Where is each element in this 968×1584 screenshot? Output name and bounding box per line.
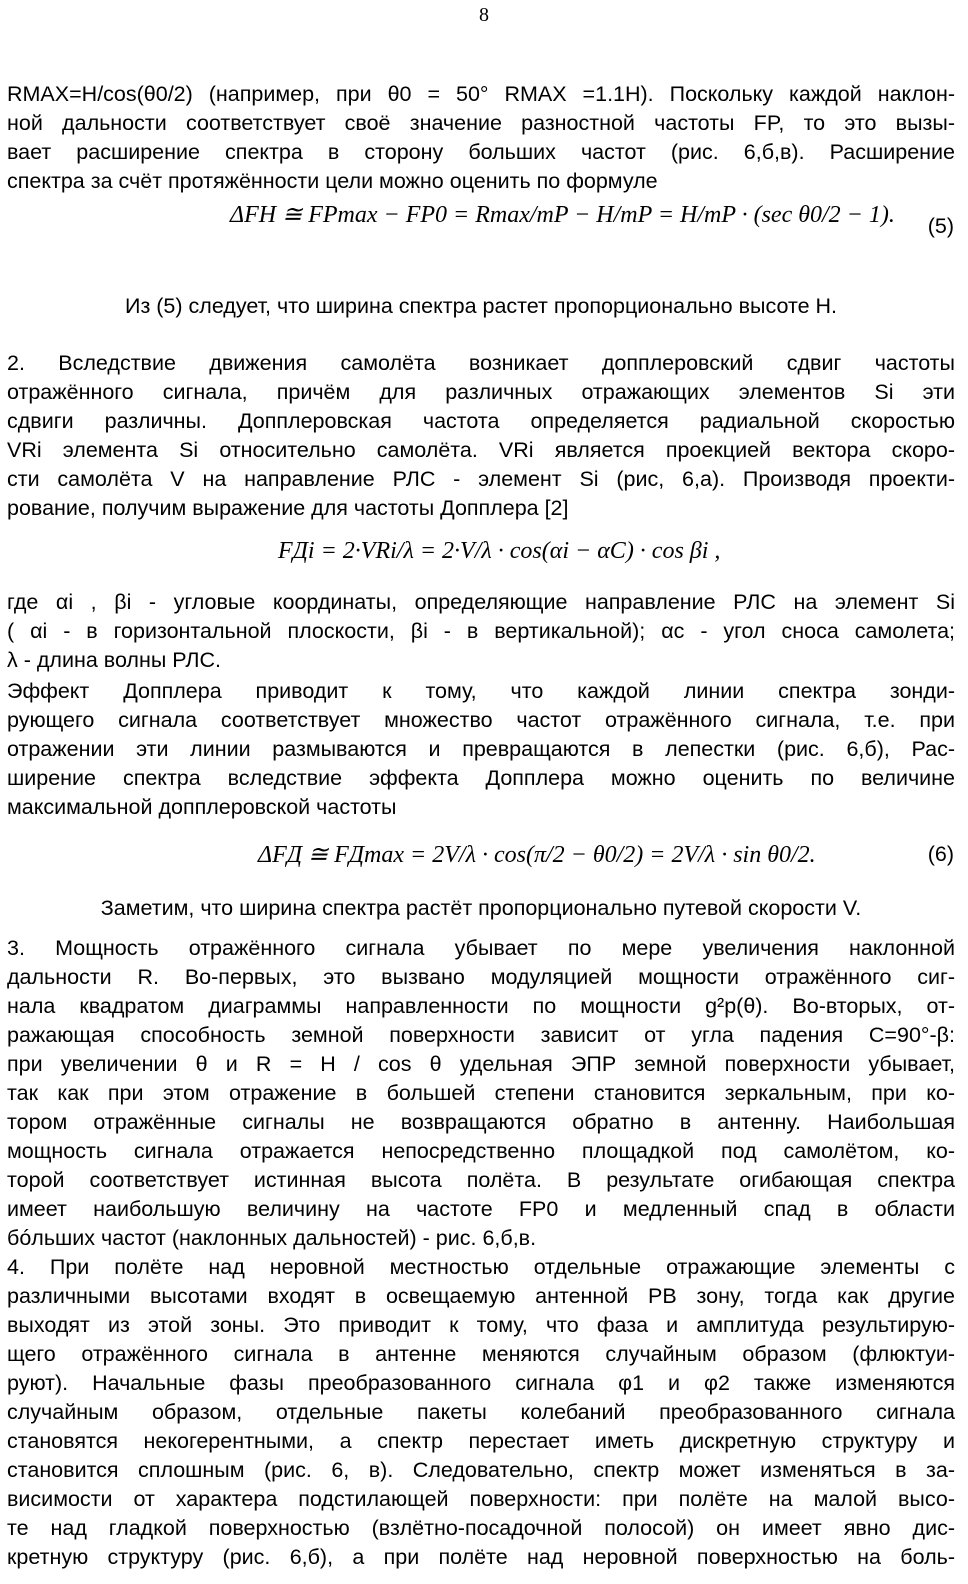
text-line: вает расширение спектра в сторону больших частот (рис. 6,б,в). Расширение bbox=[7, 140, 955, 164]
text-line: 4. При полёте над неровной местностью отдельные отражающие элементы с bbox=[7, 1255, 955, 1279]
formula-5 bbox=[0, 196, 968, 268]
formula-6-body: ΔFД ≅ FДmax = 2V/λ · cos(π/2 − θ0/2) = 2V/λ · sin θ0/2. bbox=[258, 842, 816, 868]
text-line: 2. Вследствие движения самолёта возникает допплеровский сдвиг частоты bbox=[7, 351, 955, 375]
text-line: дальности R. Во-первых, это вызвано модуляцией мощности отражённого сиг- bbox=[7, 965, 955, 989]
text-line: мощность сигнала отражается непосредственно площадкой под самолётом, ко- bbox=[7, 1139, 955, 1163]
text-line: Эффект Допплера приводит к тому, что каждой линии спектра зонди- bbox=[7, 679, 955, 703]
text-line: спектра за счёт протяжённости цели можно оценить по формуле bbox=[7, 169, 658, 193]
formula-doppler-frequency bbox=[0, 522, 968, 586]
text-line: случайным образом, отдельные пакеты колебаний преобразованного сигнала bbox=[7, 1400, 955, 1424]
text-line: бóльших частот (наклонных дальностей) - рис. 6,б,в. bbox=[7, 1226, 537, 1250]
formula-6-number: (6) bbox=[927, 842, 954, 866]
text-line: 3. Мощность отражённого сигнала убывает по мере увеличения наклонной bbox=[7, 936, 955, 960]
text-line: щего отражённого сигнала в антенне меняются случайным образом (флюктуи- bbox=[7, 1342, 955, 1366]
text-line: становится сплошным (рис. 6, в). Следовательно, спектр может изменяться в за- bbox=[7, 1458, 955, 1482]
text-line: кретную структуру (рис. 6,б), а при полёте над неровной поверхностью на боль- bbox=[7, 1545, 955, 1569]
text-line: сти самолёта V на направление РЛС - элемент Si (рис, 6,а). Производя проекти- bbox=[7, 467, 955, 491]
text-line: имеет наибольшую величину на частоте FP0 и медленный спад в области bbox=[7, 1197, 955, 1221]
text-line: висимости от характера подстилающей поверхности: при полёте на малой высо- bbox=[7, 1487, 955, 1511]
text-line: ширение спектра вследствие эффекта Допплера можно оценить по величине bbox=[7, 766, 955, 790]
text-line: так как при этом отражение в большей степени становится зеркальным, при ко- bbox=[7, 1081, 955, 1105]
formula-5-body: ΔFН ≅ FPmax − FP0 = Rmax/mP − H/mP = H/mP · (sec θ0/2 − 1). bbox=[230, 202, 895, 228]
text-line: нала квадратом диаграммы направленности по мощности g²p(θ). Во-вторых, от- bbox=[7, 994, 955, 1018]
text-line: торой соответствует истинная высота полёта. В результате огибающая спектра bbox=[7, 1168, 955, 1192]
page-number: 8 bbox=[479, 4, 489, 26]
formula-doppler-body: FДi = 2·VRi/λ = 2·V/λ · cos(αi − αC) · cos βi , bbox=[278, 538, 721, 564]
formula-5-number: (5) bbox=[927, 214, 954, 238]
text-line: рующего сигнала соответствует множество частот отражённого сигнала, т.е. при bbox=[7, 708, 955, 732]
text-line: ( αi - в горизонтальной плоскости, βi - в вертикальной); αc - угол сноса самолета; bbox=[7, 619, 955, 643]
text-line: руют). Начальные фазы преобразованного сигнала φ1 и φ2 также изменяются bbox=[7, 1371, 955, 1395]
text-line: где αi , βi - угловые координаты, определяющие направление РЛС на элемент Si bbox=[7, 590, 955, 614]
text-line: RMAX=H/cos(θ0/2) (например, при θ0 = 50° RMAX =1.1H). Поскольку каждой наклон- bbox=[7, 82, 955, 106]
text-line: максимальной допплеровской частоты bbox=[7, 795, 397, 819]
text-line: выходят из этой зоны. Это приводит к тому, что фаза и амплитуда результирую- bbox=[7, 1313, 955, 1337]
text-line: сдвиги различны. Допплеровская частота определяется радиальной скоростью bbox=[7, 409, 955, 433]
text-line: Из (5) следует, что ширина спектра растет пропорционально высоте H. bbox=[124, 294, 838, 318]
text-line: тором отражённые сигналы не возвращаются обратно в антенну. Наибольшая bbox=[7, 1110, 955, 1134]
text-line: λ - длина волны РЛС. bbox=[7, 648, 222, 672]
text-line: становятся некогерентными, а спектр перестает иметь дискретную структуру и bbox=[7, 1429, 955, 1453]
text-line: ражающая способность земной поверхности зависит от угла падения C=90°-β: bbox=[7, 1023, 955, 1047]
text-line: ной дальности соответствует своё значение разностной частоты FP, то это вызы- bbox=[7, 111, 955, 135]
text-line: при увеличении θ и R = H / cos θ удельная ЭПР земной поверхности убывает, bbox=[7, 1052, 955, 1076]
text-line: VRi элемента Si относительно самолёта. VRi является проекцией вектора скоро- bbox=[7, 438, 955, 462]
text-line: отражении эти линии размываются и превращаются в лепестки (рис. 6,б), Рас- bbox=[7, 737, 955, 761]
text-line: различными высотами входят в освещаемую антенной РВ зону, тогда как другие bbox=[7, 1284, 955, 1308]
formula-6 bbox=[0, 822, 968, 892]
text-line: рование, получим выражение для частоты Допплера [2] bbox=[7, 496, 569, 520]
text-line: Заметим, что ширина спектра растёт пропорционально путевой скорости V. bbox=[100, 896, 862, 920]
text-line: те над гладкой поверхностью (взлётно-посадочной полосой) он имеет явно дис- bbox=[7, 1516, 955, 1540]
text-line: отражённого сигнала, причём для различных отражающих элементов Si эти bbox=[7, 380, 955, 404]
